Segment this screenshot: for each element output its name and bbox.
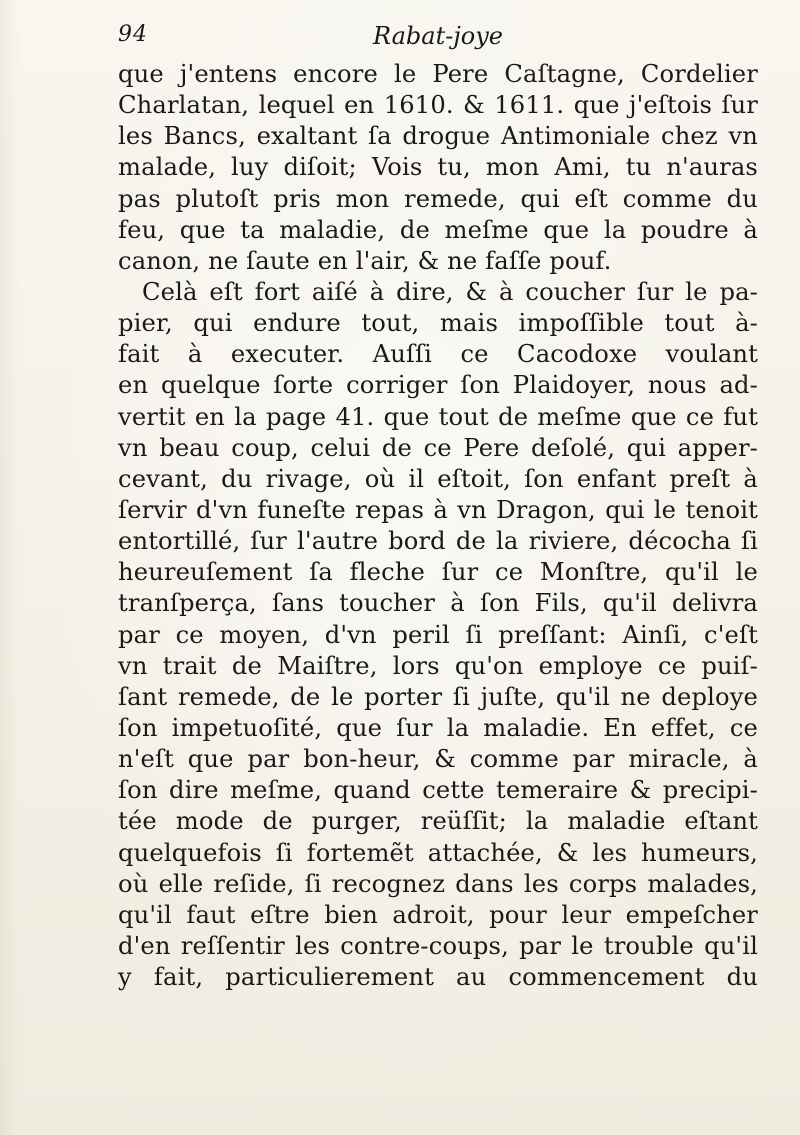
text-line: les Bancs, exaltant ſa drogue Antimoniale chez vn (118, 122, 758, 151)
text-line: qu'il faut eſtre bien adroit, pour leur empeſcher (118, 900, 758, 929)
text-line: tranſperça, ſans toucher à ſon Fils, qu'il delivra (118, 589, 758, 618)
text-line: canon, ne ſaute en l'air, & ne faſſe pouf. (118, 246, 612, 275)
text-line: d'en reſſentir les contre-coups, par le trouble qu'il (118, 931, 758, 960)
text-line: Celà eſt fort aiſé à dire, & à coucher ſur le pa- (142, 277, 758, 306)
text-line: en quelque ſorte corriger ſon Plaidoyer, nous ad- (118, 371, 758, 400)
text-line: vn trait de Maiſtre, lors qu'on employe ce puiſ- (118, 651, 758, 680)
running-title: Rabat-joye (373, 22, 504, 50)
text-line: n'eſt que par bon-heur, & comme par miracle, à (118, 745, 758, 774)
text-line: ſant remede, de le porter ſi juſte, qu'il ne deploye (118, 682, 758, 711)
text-line: ſon impetuoſité, que ſur la maladie. En effet, ce (118, 713, 758, 742)
text-line: vn beau coup, celui de ce Pere deſolé, qui apper- (118, 433, 758, 462)
text-line: entortillé, ſur l'autre bord de la riviere, décocha ſi (118, 527, 758, 556)
text-line: feu, que ta maladie, de meſme que la poudre à (118, 215, 758, 244)
text-line: quelquefois ſi fortemẽt attachée, & les humeurs, (118, 838, 758, 867)
page-header (118, 22, 758, 58)
page-number: 94 (118, 22, 148, 47)
text-line: Charlatan, lequel en 1610. & 1611. que j'eſtois ſur (118, 91, 758, 120)
text-line: que j'entens encore le Pere Caſtagne, Cordelier (118, 60, 758, 88)
text-line: fait à executer. Auſſi ce Cacodoxe voulant (118, 340, 758, 369)
page-gutter-shadow (0, 0, 20, 1135)
body-text (118, 59, 758, 993)
text-line: vertit en la page 41. que tout de meſme que ce fut (118, 402, 758, 431)
text-line: par ce moyen, d'vn peril ſi preſſant: Ainſi, c'eſt (118, 620, 758, 649)
text-line: malade, luy diſoit; Vois tu, mon Ami, tu n'auras (118, 153, 758, 182)
text-line: ſon dire meſme, quand cette temeraire & precipi- (118, 776, 758, 805)
text-line: ſervir d'vn funeſte repas à vn Dragon, qui le tenoit (118, 495, 758, 524)
text-line: pier, qui endure tout, mais impoſſible tout à- (118, 309, 758, 338)
text-line: y fait, particulierement au commencement du (118, 963, 758, 992)
text-line: où elle reſide, ſi recognez dans les corps malades, (118, 869, 758, 898)
text-line: heureuſement ſa fleche ſur ce Monſtre, qu'il le (118, 558, 758, 587)
text-line: pas plutoſt pris mon remede, qui eſt comme du (118, 184, 758, 213)
text-line: tée mode de purger, reüſſit; la maladie eſtant (118, 807, 758, 836)
text-line: cevant, du rivage, où il eſtoit, ſon enfant preſt à (118, 464, 758, 493)
